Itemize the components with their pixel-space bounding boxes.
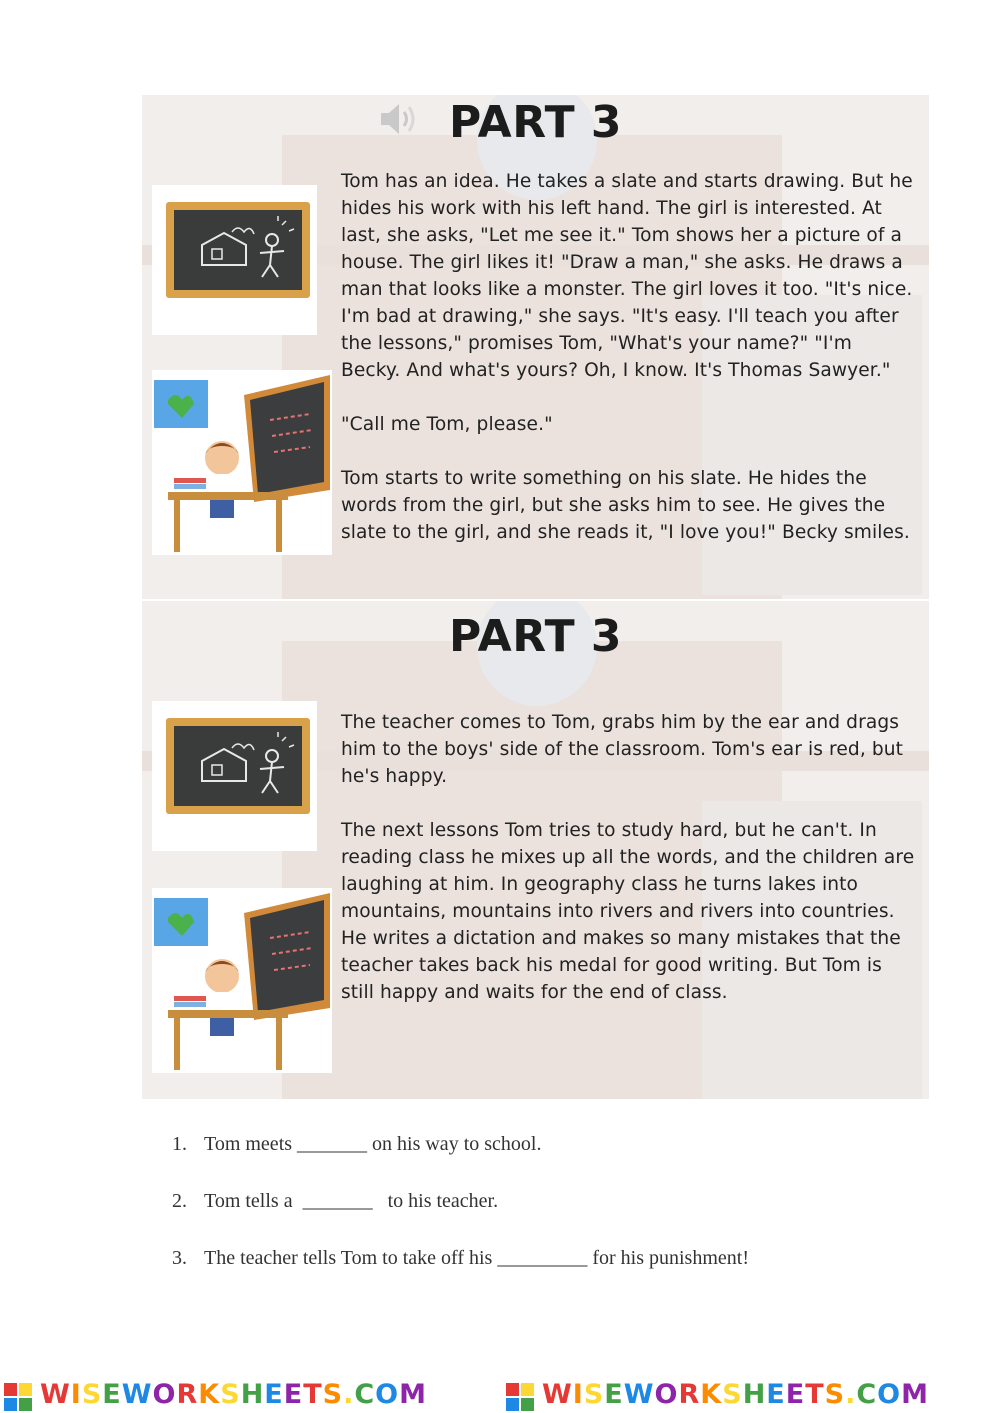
- question-list: [172, 1133, 749, 1304]
- logo-letter: C: [354, 1379, 376, 1410]
- logo-letter: E: [264, 1379, 284, 1410]
- story-paragraph: Tom has an idea. He takes a slate and starts drawing. But he hides his work with his left hand. The girl is interested. At last, she asks, "Let me see it." Tom shows her a picture of a house. The girl likes it! "Draw a man," she asks. He draws a man that looks like a monster. The girl loves it too. "It's nice. I'm bad at drawing," she says. "It's easy. I'll teach you after the lessons," promises Tom, "What's your name?" "I'm Becky. And what's yours? Oh, I know. It's Thomas Sawyer.": [341, 171, 913, 381]
- panel-title: PART 3: [448, 97, 623, 148]
- logo-letter: S: [322, 1379, 344, 1410]
- footer-watermark: [0, 1376, 1000, 1413]
- logo-letter: T: [303, 1379, 323, 1410]
- logo-letter: .: [343, 1379, 355, 1410]
- logo-letter: W: [40, 1379, 71, 1410]
- question-item[interactable]: [172, 1247, 749, 1304]
- question-number: 3.: [172, 1247, 187, 1269]
- logo-letter: S: [722, 1379, 743, 1410]
- story-paragraph: The next lessons Tom tries to study hard, but he can't. In reading class he mixes up all the words, and the children are laughing at him. In geography class he turns lakes into mountains, mountains into rivers and rivers into countries. He writes a dictation and makes so many mistakes that the teacher takes back his medal for good writing. But Tom is still happy and waits for the end of class.: [341, 820, 915, 1003]
- logo-letter: O: [654, 1379, 679, 1410]
- question-item[interactable]: [172, 1133, 749, 1190]
- logo-letter: S: [824, 1379, 846, 1410]
- logo-letter: E: [785, 1379, 806, 1410]
- logo-letter: .: [845, 1379, 857, 1410]
- logo-text: [542, 1379, 929, 1410]
- logo-letter: I: [572, 1379, 584, 1410]
- student-desk-icon: [152, 888, 332, 1073]
- slate-drawing-icon: [152, 701, 317, 851]
- panel-title: PART 3: [448, 611, 623, 662]
- logo-letter: E: [766, 1379, 786, 1410]
- logo-letter: K: [700, 1379, 723, 1410]
- logo-letter: O: [877, 1379, 902, 1410]
- logo-cube-icon: [4, 1383, 32, 1411]
- logo-letter: M: [399, 1379, 427, 1410]
- story-paragraph: Tom starts to write something on his slate. He hides the words from the girl, but she asks him to see. He gives the slate to the girl, and she reads it, "I love you!" Becky smiles.: [341, 468, 910, 543]
- logo-letter: K: [198, 1379, 221, 1410]
- logo-cube-icon: [506, 1383, 534, 1411]
- slate-drawing-icon: [152, 185, 317, 335]
- story-panel-1: [142, 95, 929, 599]
- logo-letter: E: [102, 1379, 122, 1410]
- logo-letter: O: [152, 1379, 177, 1410]
- question-text: Tom tells a _______ to his teacher.: [204, 1190, 499, 1212]
- logo-letter: O: [375, 1379, 400, 1410]
- story-text: [341, 168, 917, 546]
- logo-letter: R: [678, 1379, 701, 1410]
- question-number: 1.: [172, 1133, 187, 1155]
- logo-letter: M: [901, 1379, 929, 1410]
- logo-letter: T: [805, 1379, 825, 1410]
- logo-letter: R: [176, 1379, 199, 1410]
- logo-letter: S: [81, 1379, 103, 1410]
- question-text: Tom meets _______ on his way to school.: [204, 1133, 542, 1155]
- story-panel-2: [142, 601, 929, 1099]
- logo-letter: I: [70, 1379, 82, 1410]
- logo-letter: C: [856, 1379, 878, 1410]
- student-desk-icon: [152, 370, 332, 555]
- question-number: 2.: [172, 1190, 187, 1212]
- question-item[interactable]: [172, 1190, 749, 1247]
- story-text: [341, 709, 917, 1006]
- question-text: The teacher tells Tom to take off his _________ for his punishment!: [204, 1247, 749, 1269]
- logo-letter: H: [742, 1379, 767, 1410]
- logo-letter: E: [283, 1379, 304, 1410]
- logo-letter: W: [121, 1379, 153, 1410]
- logo-letter: W: [542, 1379, 573, 1410]
- logo-letter: E: [604, 1379, 624, 1410]
- logo-letter: S: [583, 1379, 605, 1410]
- logo-letter: W: [623, 1379, 655, 1410]
- story-paragraph: The teacher comes to Tom, grabs him by the ear and drags him to the boys' side of the classroom. Tom's ear is red, but he's happy.: [341, 712, 904, 787]
- logo-text: [40, 1379, 427, 1410]
- logo-letter: H: [240, 1379, 265, 1410]
- story-paragraph: "Call me Tom, please.": [341, 414, 553, 435]
- logo-letter: S: [220, 1379, 241, 1410]
